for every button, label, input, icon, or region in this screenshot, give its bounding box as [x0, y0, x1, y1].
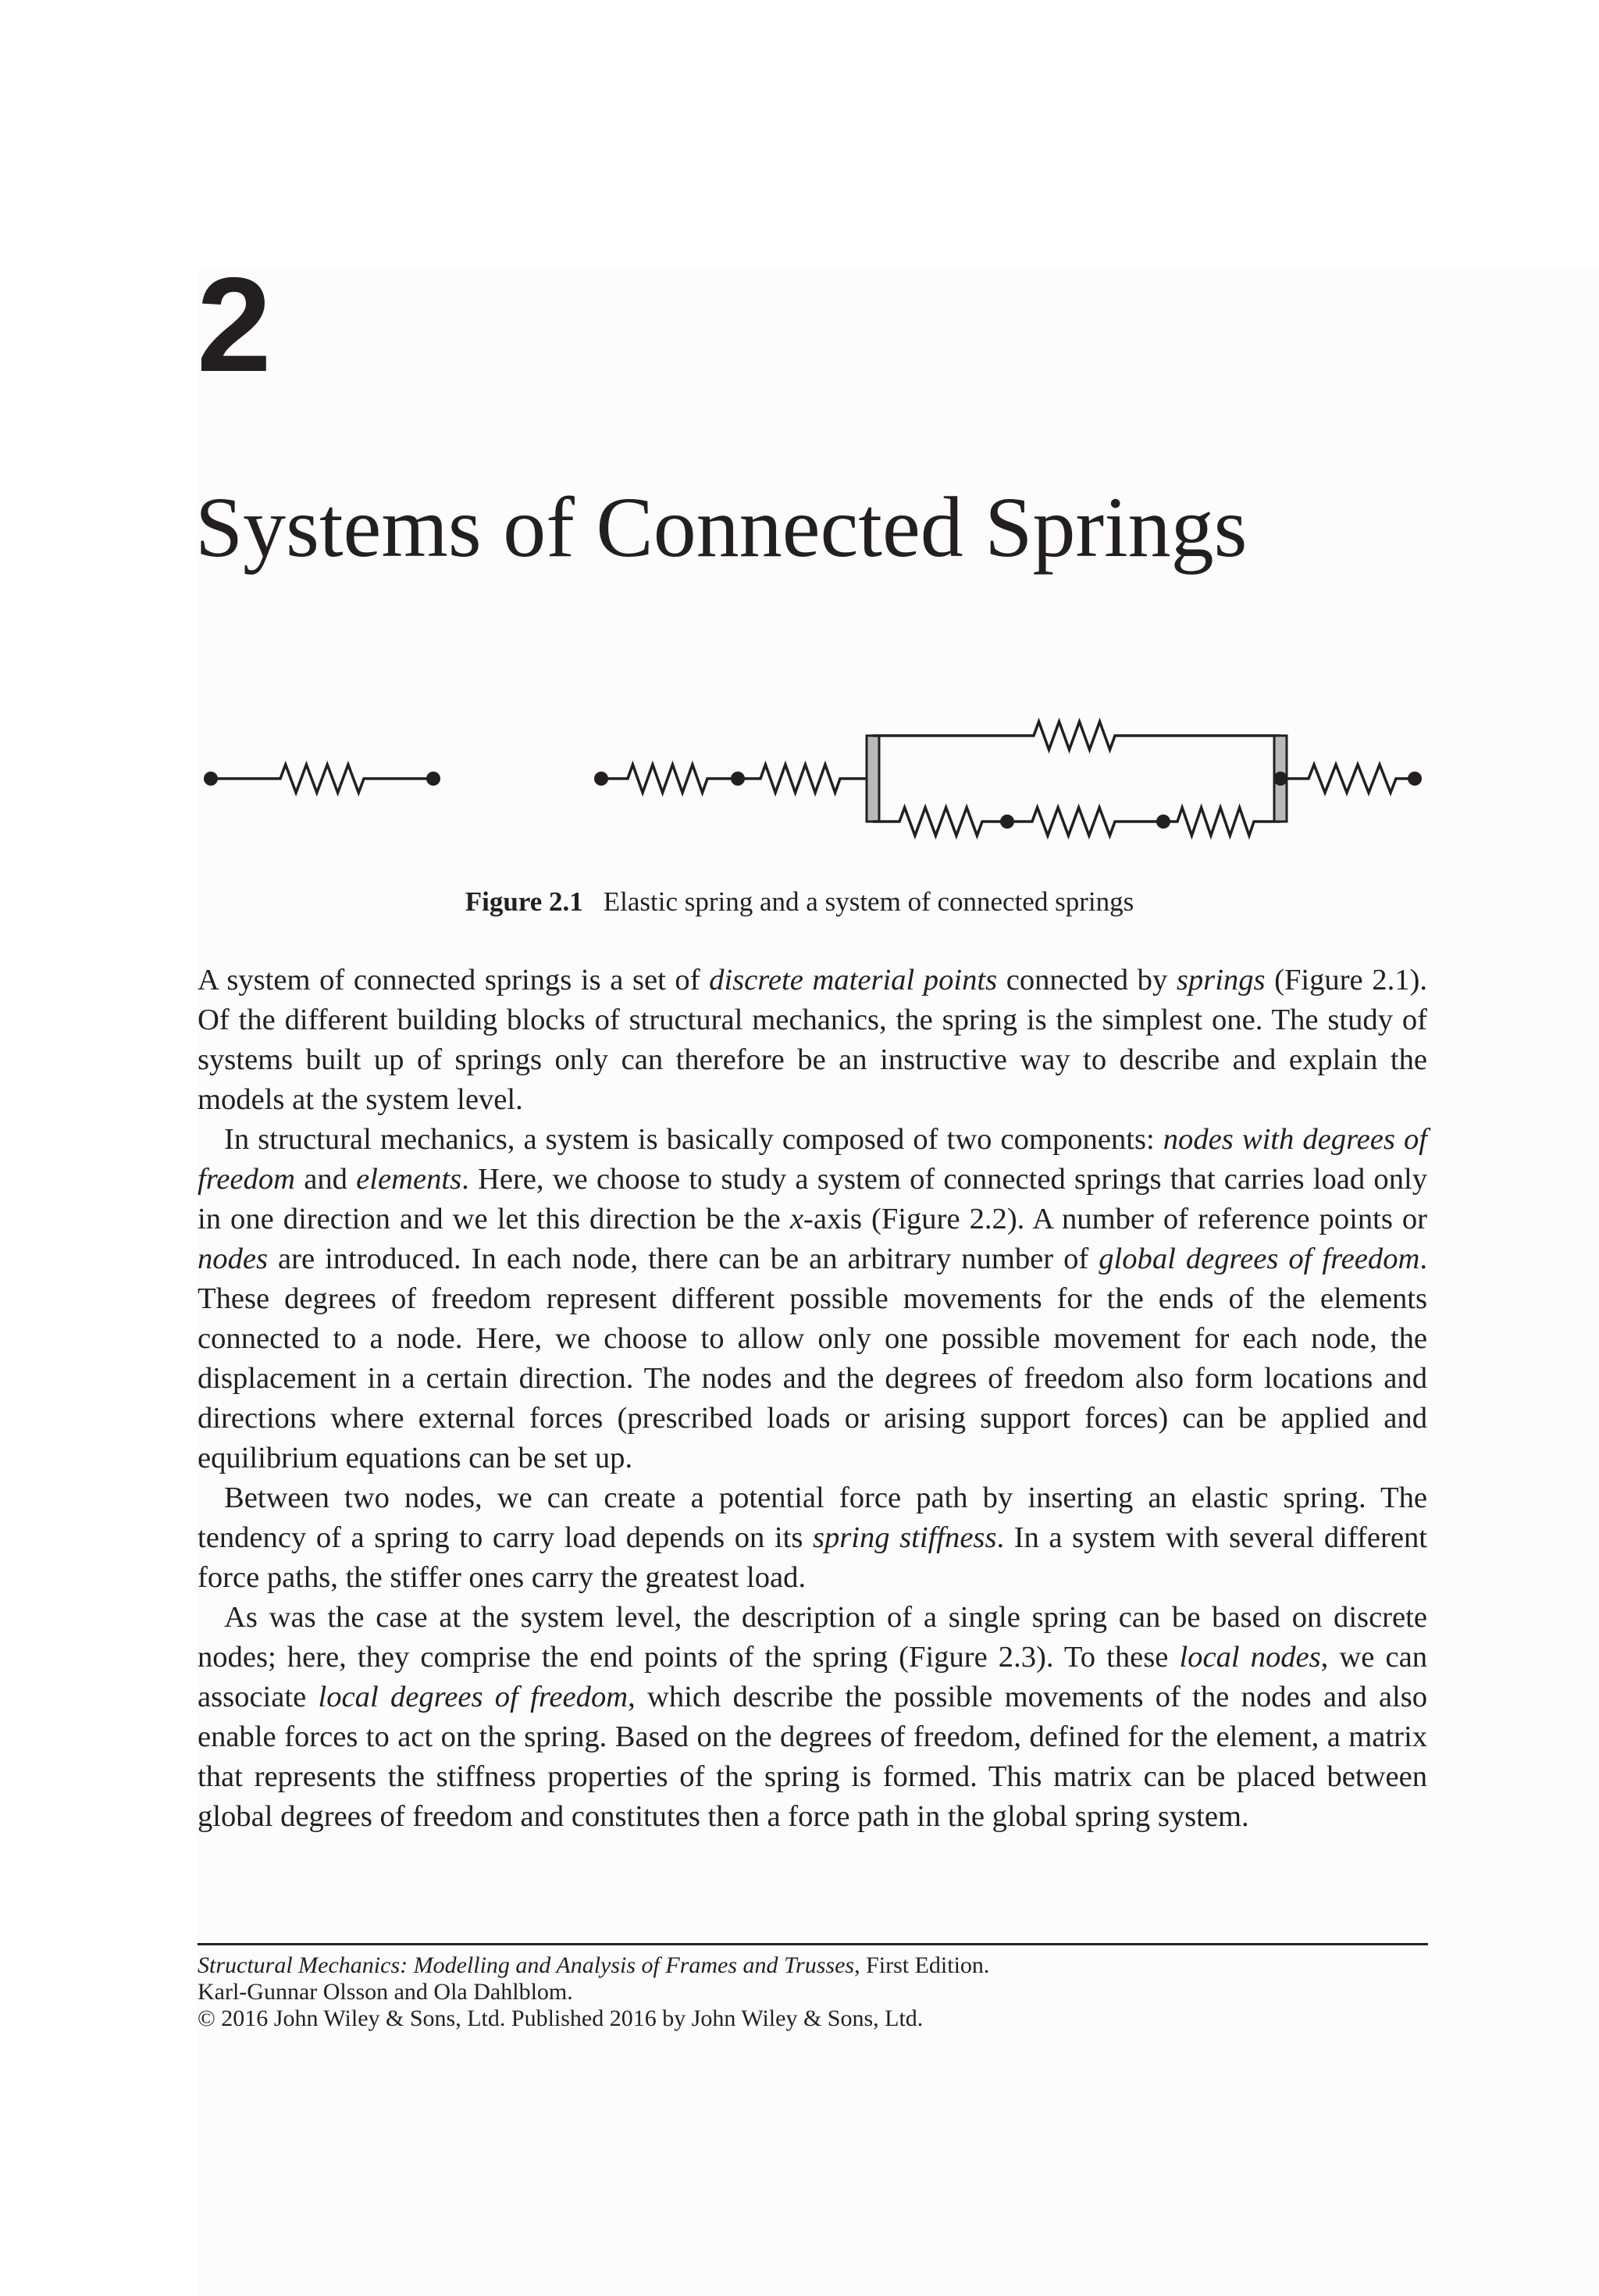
spring-element [625, 765, 710, 793]
italic-term: discrete material points [709, 964, 998, 996]
chapter-title: Systems of Connected Springs [195, 480, 1248, 575]
spring-element [896, 808, 985, 836]
node-point [1156, 815, 1170, 829]
italic-term: local nodes [1179, 1641, 1321, 1674]
node-point [204, 772, 218, 786]
node-point [731, 772, 745, 786]
spring-element [277, 765, 367, 793]
text-run: , we can associate [198, 1641, 1427, 1713]
node-point [1000, 815, 1014, 829]
spring-element [1174, 808, 1257, 836]
text-run: Between two nodes, we can create a potential force path by inserting an elastic spring. The tendency of a spring to carry load depends on its [198, 1481, 1427, 1554]
spring-system-figure [0, 0, 1599, 890]
footer-citation [198, 1952, 1428, 1979]
spring-element [1029, 808, 1118, 836]
chapter-number: 2 [197, 250, 272, 400]
italic-term: nodes [198, 1242, 269, 1275]
italic-term: local degrees of freedom [318, 1681, 629, 1713]
node-point [426, 772, 440, 786]
footer [198, 1952, 1428, 2032]
italic-term: springs [1176, 964, 1266, 996]
rigid-bar [867, 736, 879, 822]
italic-term: spring stiffness [812, 1521, 997, 1554]
text-run: . These degrees of freedom represent different possible movements for the ends of the elements connected to a node. Here, we choose to allow only one possible movement for each node, the displacement in a certain direction. The nodes and the degrees of freedom also form locations and directions where external forces (prescribed loads or arising support forces) can be applied and equilibrium equations can be set up. [198, 1242, 1427, 1474]
body-text [198, 961, 1427, 1837]
figure-label: Figure 2.1 [465, 886, 583, 917]
footer-copyright: © 2016 John Wiley & Sons, Ltd. Published 2016 by John Wiley & Sons, Ltd. [198, 2005, 924, 2031]
text-run: . Here, we choose to study a system of connected springs that carries load only in one direction and we let this direction be the [198, 1163, 1427, 1235]
spring-element [757, 765, 843, 793]
node-point [1408, 772, 1422, 786]
figure-caption-text: Elastic spring and a system of connected springs [603, 886, 1134, 917]
spring-element [1031, 722, 1118, 750]
italic-term: x [789, 1203, 803, 1235]
text-run: are introduced. In each node, there can be an arbitrary number of [268, 1242, 1099, 1275]
text-run: -axis (Figure 2.2). A number of reference points or [803, 1203, 1428, 1235]
footer-authors: Karl-Gunnar Olsson and Ola Dahlblom. [198, 1979, 573, 2005]
text-run: connected by [997, 964, 1177, 996]
italic-term: nodes with degrees of freedom [198, 1123, 1427, 1196]
footer-book-title: Structural Mechanics: Modelling and Analysis of Frames and Trusses [198, 1952, 855, 1978]
paragraph [198, 1120, 1427, 1478]
text-run: and [294, 1163, 357, 1196]
text-run: , which describe the possible movements of the nodes and also enable forces to act on the spring. Based on the degrees of freedom, defined for the element, a matrix that represents the stiffness properties of the spring is formed. This matrix can be placed between global degrees of freedom and constitutes then a force path in the global spring system. [198, 1681, 1428, 1833]
italic-term: global degrees of freedom [1099, 1242, 1420, 1275]
footer-rule [198, 1943, 1428, 1945]
footer-edition: , First Edition. [854, 1952, 990, 1978]
paragraph [198, 961, 1427, 1120]
spring-element [1305, 765, 1399, 793]
text-run: In structural mechanics, a system is basically composed of two components: [224, 1123, 1163, 1156]
node-point [1273, 772, 1287, 786]
paragraph [198, 1598, 1427, 1837]
text-run: (Figure 2.1). Of the different building blocks of structural mechanics, the spring is the simplest one. The study of systems built up of springs only can therefore be an instructive way to describe and explain the models at the system level. [198, 964, 1427, 1116]
figure-caption [0, 885, 1599, 919]
text-run: . In a system with several different force paths, the stiffer ones carry the greatest load. [198, 1521, 1427, 1594]
text-run: As was the case at the system level, the description of a single spring can be based on discrete nodes; here, they comprise the end points of the spring (Figure 2.3). To these [198, 1601, 1427, 1674]
node-point [594, 772, 608, 786]
paragraph [198, 1478, 1427, 1598]
text-run: A system of connected springs is a set of [198, 964, 710, 996]
italic-term: elements [356, 1163, 462, 1196]
